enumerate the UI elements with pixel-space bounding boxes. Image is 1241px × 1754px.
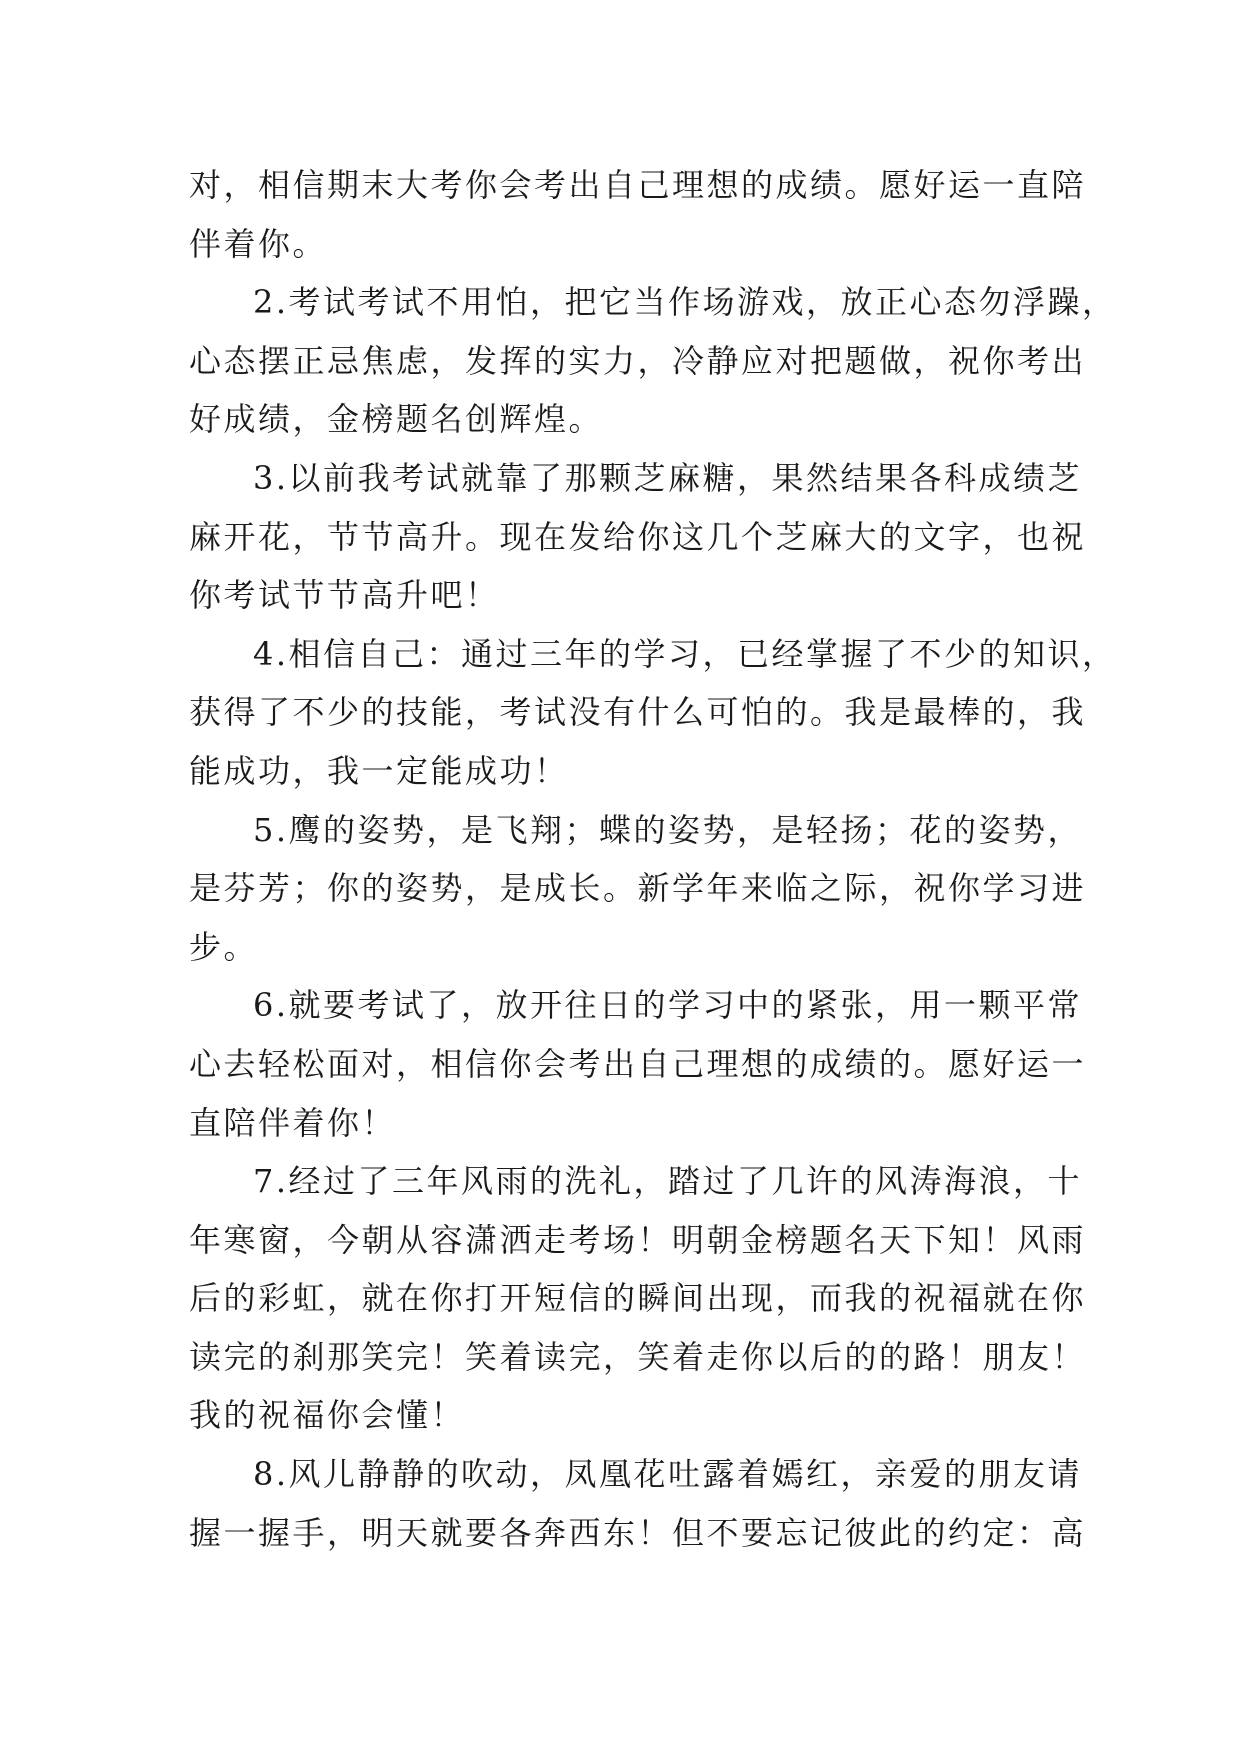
text-line: 心态摆正忌焦虑，发挥的实力，冷静应对把题做，祝你考出 — [189, 341, 1087, 380]
text-line: 直陪伴着你！ — [189, 1103, 397, 1142]
text-line: 4.相信自己：通过三年的学习，已经掌握了不少的知识， — [253, 634, 1117, 673]
text-line: 6.就要考试了，放开往日的学习中的紧张，用一颗平常 — [253, 986, 1083, 1025]
text-line: 后的彩虹，就在你打开短信的瞬间出现，而我的祝福就在你 — [189, 1279, 1087, 1318]
text-line: 5.鹰的姿势，是飞翔；蝶的姿势，是轻扬；花的姿势， — [253, 810, 1083, 849]
paragraph-4 — [189, 625, 1117, 801]
text-line: 获得了不少的技能，考试没有什么可怕的。我是最棒的，我 — [189, 693, 1087, 732]
text-line: 能成功，我一定能成功！ — [189, 751, 569, 790]
text-line: 心去轻松面对，相信你会考出自己理想的成绩的。愿好运一 — [189, 1044, 1087, 1083]
text-line: 我的祝福你会懂！ — [189, 1396, 466, 1435]
paragraph-6 — [189, 976, 1087, 1152]
text-line: 对，相信期末大考你会考出自己理想的成绩。愿好运一直陪 — [189, 166, 1087, 204]
paragraph-5 — [189, 801, 1087, 977]
text-line: 2.考试考试不用怕，把它当作场游戏，放正心态勿浮躁， — [253, 283, 1117, 322]
text-line: 3.以前我考试就靠了那颗芝麻糖，果然结果各科成绩芝 — [253, 458, 1083, 497]
text-line: 读完的刹那笑完！笑着读完，笑着走你以后的的路！朋友！ — [189, 1337, 1087, 1376]
document-body — [189, 156, 1117, 1562]
paragraph-continuation — [189, 156, 1087, 273]
text-line: 7.经过了三年风雨的洗礼，踏过了几许的风涛海浪，十 — [253, 1162, 1083, 1201]
text-line: 年寒窗，今朝从容潇洒走考场！明朝金榜题名天下知！风雨 — [189, 1220, 1087, 1259]
paragraph-8 — [189, 1445, 1087, 1562]
text-line: 8.风儿静静的吹动，凤凰花吐露着嫣红，亲爱的朋友请 — [253, 1455, 1083, 1494]
text-line: 麻开花，节节高升。现在发给你这几个芝麻大的文字，也祝 — [189, 517, 1087, 556]
text-line: 你考试节节高升吧！ — [189, 576, 500, 615]
paragraph-3 — [189, 449, 1087, 625]
text-line: 是芬芳；你的姿势，是成长。新学年来临之际，祝你学习进 — [189, 869, 1087, 908]
text-line: 伴着你。 — [189, 224, 328, 263]
paragraph-7 — [189, 1152, 1087, 1445]
text-line: 步。 — [189, 927, 259, 966]
text-line: 好成绩，金榜题名创辉煌。 — [189, 400, 604, 439]
paragraph-2 — [189, 273, 1117, 449]
text-line: 握一握手，明天就要各奔西东！但不要忘记彼此的约定：高 — [189, 1513, 1087, 1552]
